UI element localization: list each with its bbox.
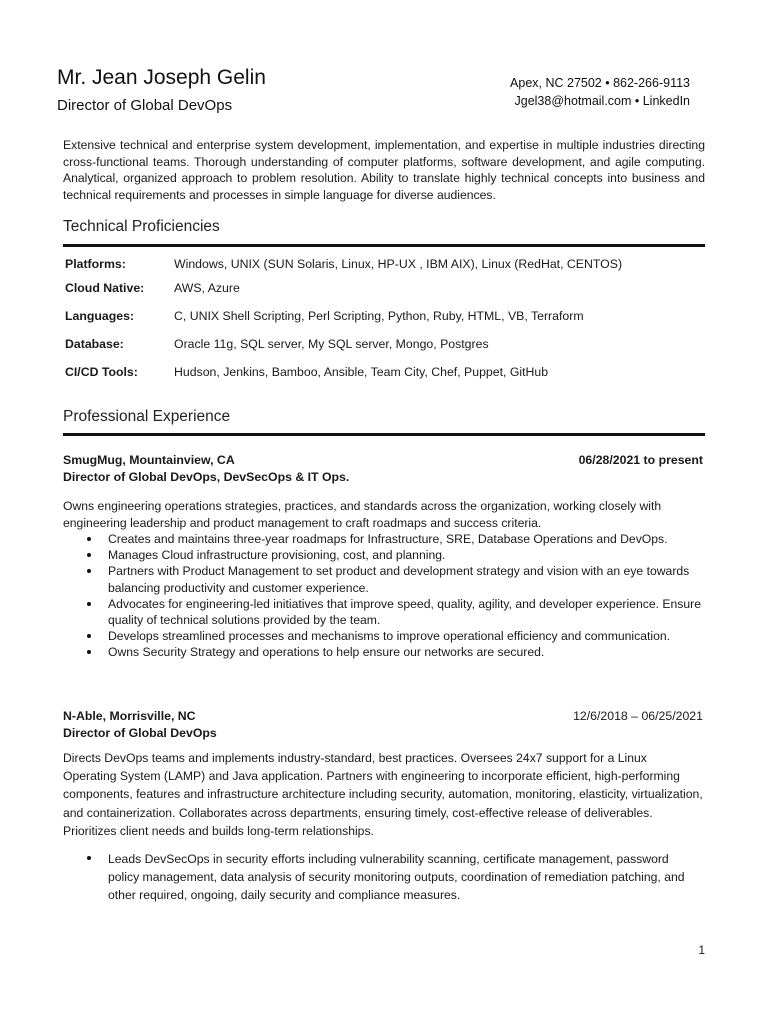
summary-paragraph: Extensive technical and enterprise system development, implementation, and expertise in multiple industries directing cross-functional teams. Thorough understanding of computer platforms, software development, and agile computing. Analytical, organized approach to problem resolution. Ability to translate highly technical concepts into business and technical requirements and processes in simple language for diverse audiences.	[63, 138, 705, 202]
contact-location-phone: Apex, NC 27502 • 862-266-9113	[510, 76, 690, 90]
proficiency-label: Cloud Native:	[65, 281, 145, 295]
section-title-technical: Technical Proficiencies	[63, 218, 220, 235]
list-item: Creates and maintains three-year roadmaps for Infrastructure, SRE, Database Operations and DevOps.	[63, 531, 703, 547]
list-item: Leads DevSecOps in security efforts including vulnerability scanning, certificate management, password policy management, data analysis of security monitoring outputs, coordination of remediation patching, and other required, ongoing, daily security and compliance measures.	[63, 850, 703, 904]
section-rule	[63, 433, 705, 436]
job-title: Director of Global DevOps, DevSecOps & IT Ops.	[63, 470, 350, 484]
proficiency-label: Languages:	[65, 309, 135, 323]
contact-email-linkedin: Jgel38@hotmail.com • LinkedIn	[514, 94, 690, 108]
contact-block	[510, 74, 690, 110]
proficiency-label: Database:	[65, 337, 124, 351]
job-date-range: 06/28/2021 to present	[578, 453, 703, 467]
job-description: Directs DevOps teams and implements industry-standard, best practices. Oversees 24x7 support for a Linux Operating System (LAMP) and Java application. Partners with engineering to incorporate efficient, high-performing components, features and infrastructure architecture including security, automation, monitoring, elasticity, virtualization, and containerization. Collaborates across departments, ensuring timely, cost-effective release of deliverables. Prioritizes client needs and builds long-term relationships.	[63, 751, 703, 838]
list-item: Manages Cloud infrastructure provisioning, cost, and planning.	[63, 547, 703, 563]
proficiency-value: AWS, Azure	[174, 281, 240, 295]
proficiency-value: Hudson, Jenkins, Bamboo, Ansible, Team City, Chef, Puppet, GitHub	[174, 365, 549, 379]
section-title-experience: Professional Experience	[63, 408, 231, 425]
job-header	[63, 452, 703, 486]
section-rule	[63, 244, 705, 247]
job-description: Owns engineering operations strategies, practices, and standards across the organization, working closely with engineering leadership and product management to craft roadmaps and success criteria.	[63, 499, 662, 530]
list-item: Owns Security Strategy and operations to help ensure our networks are secured.	[63, 644, 703, 660]
proficiency-value: C, UNIX Shell Scripting, Perl Scripting, Python, Ruby, HTML, VB, Terraform	[174, 309, 584, 323]
proficiency-value: Windows, UNIX (SUN Solaris, Linux, HP-UX , IBM AIX), Linux (RedHat, CENTOS)	[174, 257, 623, 271]
proficiency-label: Platforms:	[65, 257, 126, 271]
job-bullet-list	[63, 531, 703, 661]
job-title: Director of Global DevOps	[63, 726, 217, 740]
candidate-role: Director of Global DevOps	[57, 97, 233, 114]
list-item: Partners with Product Management to set product and development strategy and vision with an eye towards balancing productivity and customer experience.	[63, 563, 703, 595]
job-organization: N-Able, Morrisville, NC	[63, 709, 196, 723]
job-header	[63, 708, 703, 742]
candidate-name: Mr. Jean Joseph Gelin	[57, 66, 266, 89]
proficiency-label: CI/CD Tools:	[65, 365, 138, 379]
proficiency-value: Oracle 11g, SQL server, My SQL server, Mongo, Postgres	[174, 337, 489, 351]
list-item: Develops streamlined processes and mechanisms to improve operational efficiency and communication.	[63, 628, 703, 644]
page-number: 1	[698, 943, 705, 957]
list-item: Advocates for engineering-led initiatives that improve speed, quality, agility, and developer experience. Ensure quality of technical solutions provided by the team.	[63, 596, 703, 628]
job-bullet-list	[63, 850, 703, 904]
job-date-range: 12/6/2018 – 06/25/2021	[573, 709, 703, 723]
job-organization: SmugMug, Mountainview, CA	[63, 453, 235, 467]
